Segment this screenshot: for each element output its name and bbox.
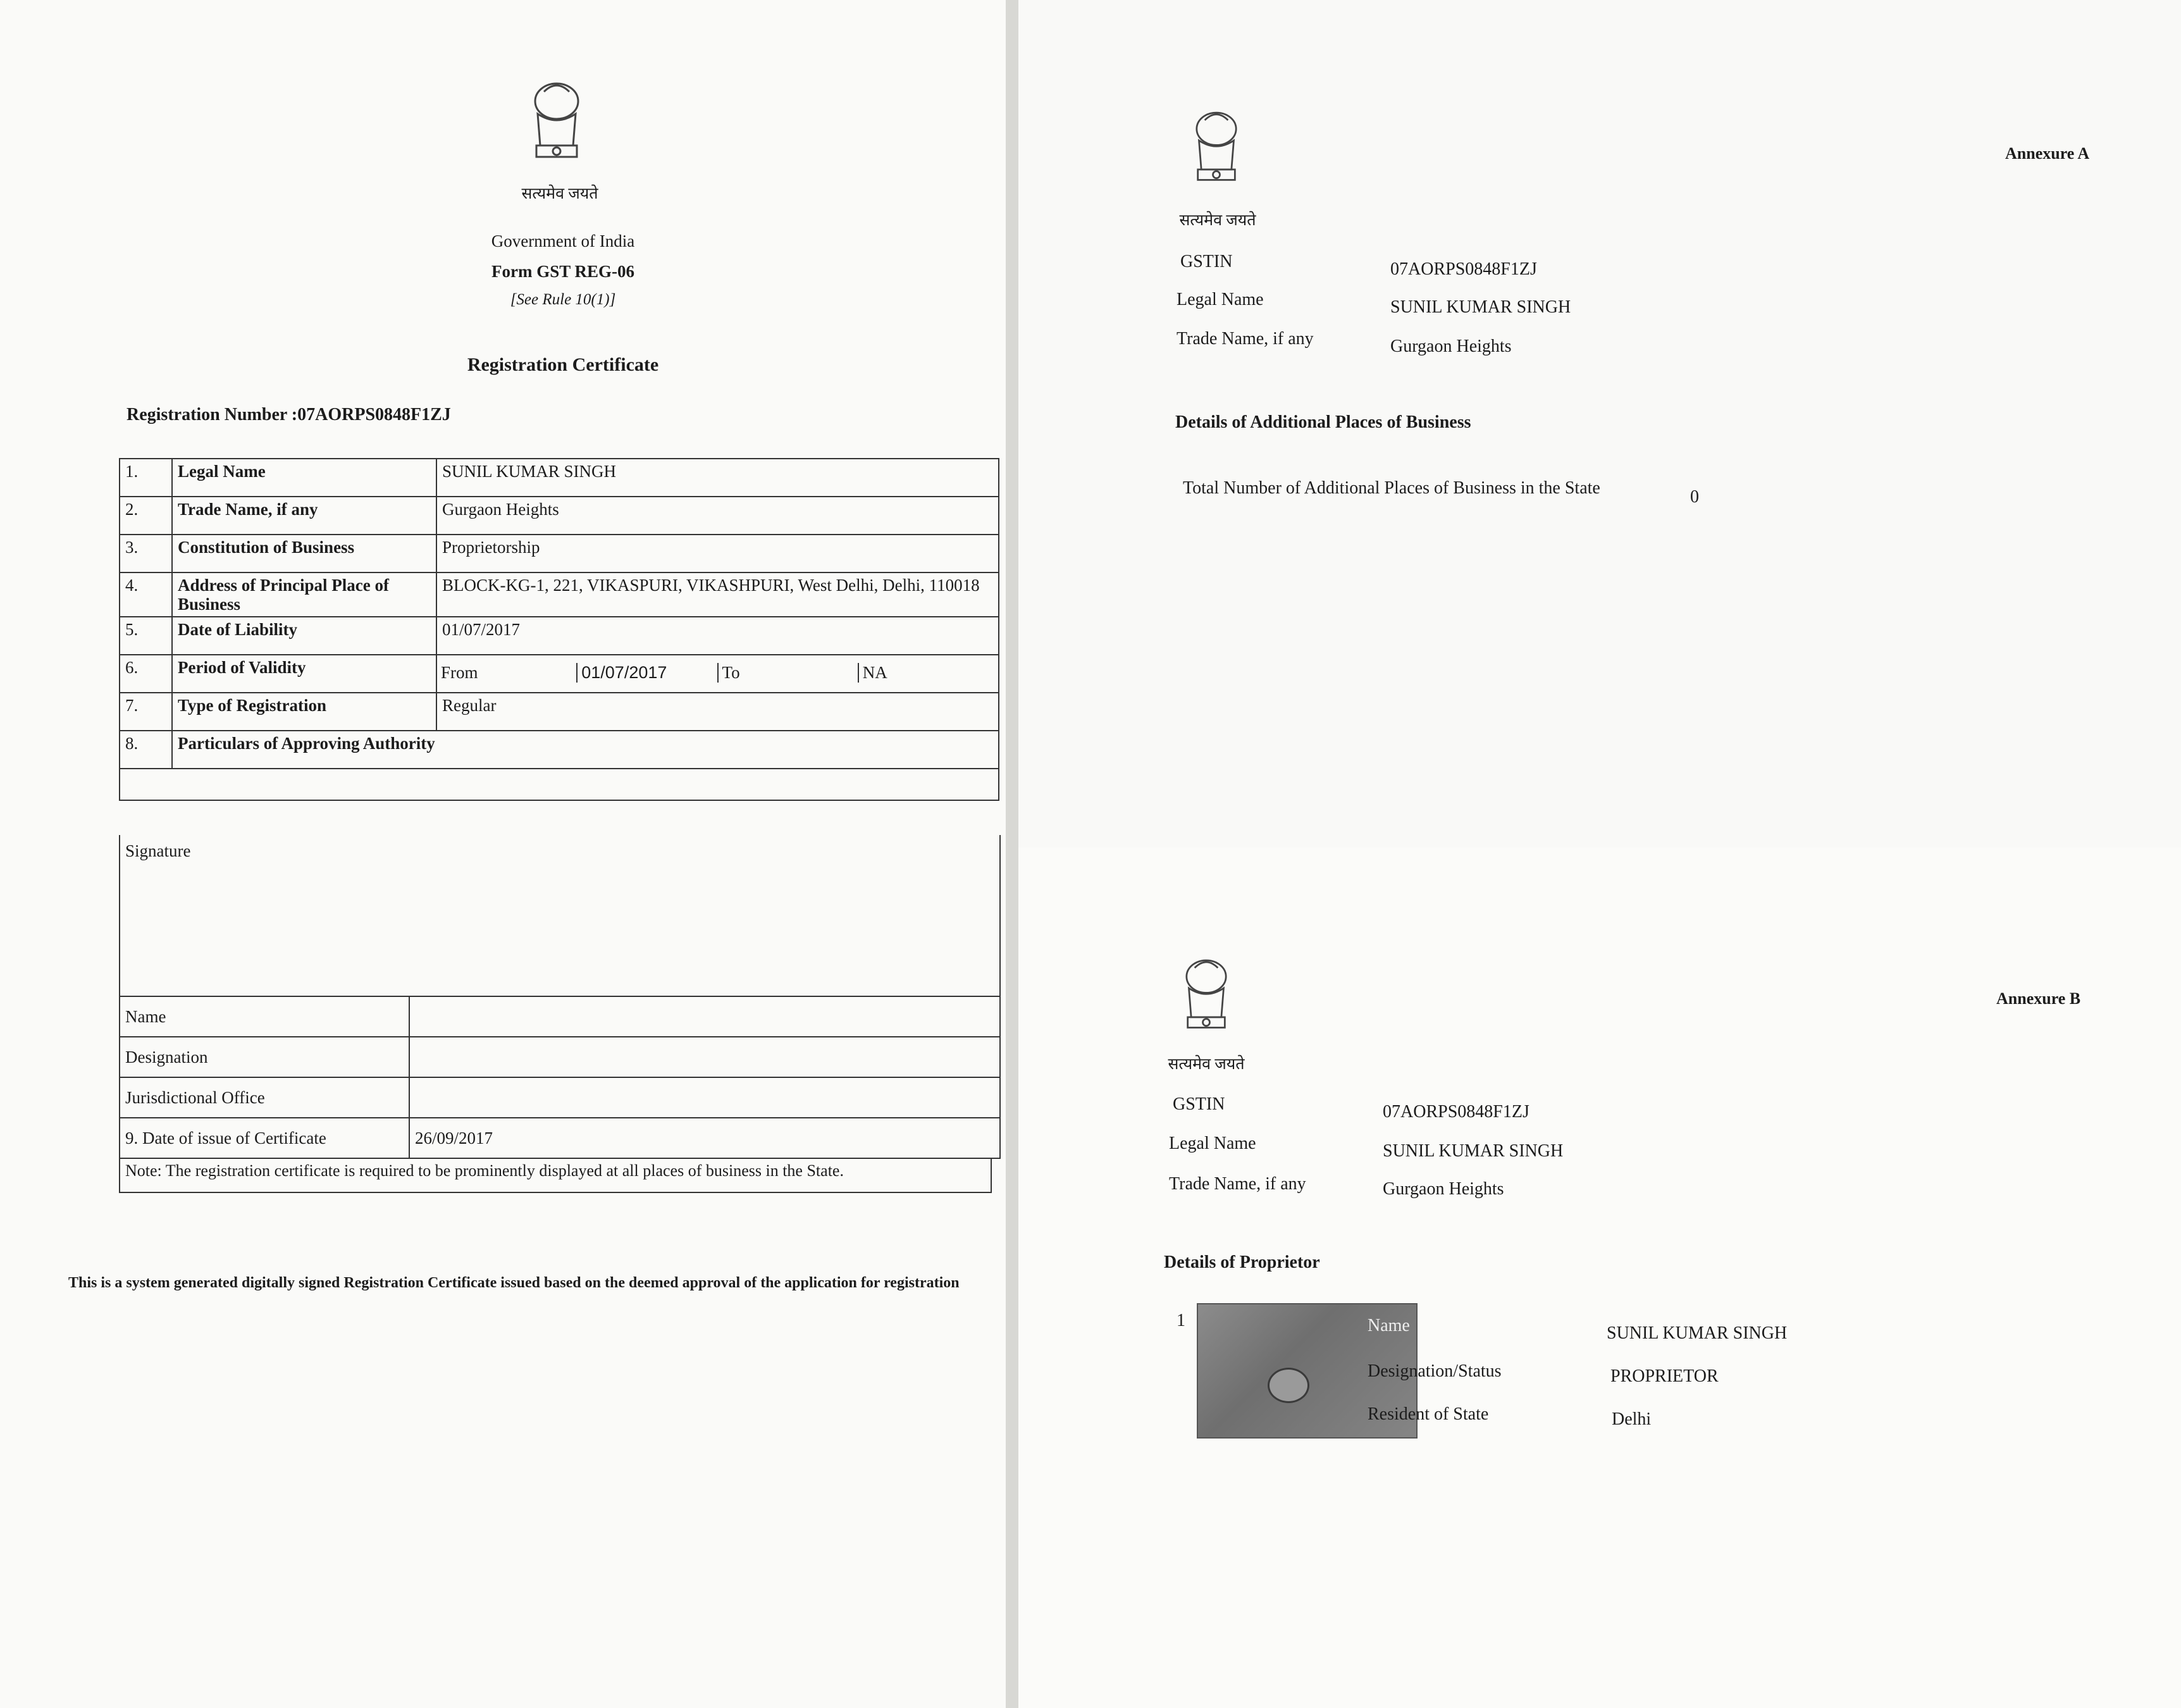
gstin-label: GSTIN xyxy=(1180,252,1233,271)
proprietor-index: 1 xyxy=(1177,1311,1185,1330)
row-value: BLOCK-KG-1, 221, VIKASPURI, VIKASHPURI, West Delhi, Delhi, 110018 xyxy=(436,572,999,617)
validity-from-value: 01/07/2017 xyxy=(578,663,718,683)
proprietor-state-value: Delhi xyxy=(1612,1409,1652,1429)
issuer-label: Designation xyxy=(120,1037,409,1077)
issuer-table xyxy=(119,996,1001,1159)
row-num: 7. xyxy=(120,693,172,731)
signature-label: Signature xyxy=(125,841,191,860)
row-label: Period of Validity xyxy=(172,655,436,693)
table-row-blank xyxy=(120,769,999,800)
row-value: Gurgaon Heights xyxy=(436,497,999,535)
table-row xyxy=(120,1037,1000,1077)
certificate-table xyxy=(119,458,999,801)
row-label: Constitution of Business xyxy=(172,535,436,572)
proprietor-state-label: Resident of State xyxy=(1368,1404,1489,1424)
row-num: 3. xyxy=(120,535,172,572)
table-row xyxy=(120,497,999,535)
validity-cell xyxy=(436,655,999,693)
proprietor-name-value: SUNIL KUMAR SINGH xyxy=(1607,1323,1788,1343)
issuer-value xyxy=(409,1037,1000,1077)
row-num: 2. xyxy=(120,497,172,535)
table-row xyxy=(120,459,999,497)
note: Note: The registration certificate is required to be prominently displayed at all places of business in the State. xyxy=(119,1159,992,1193)
annexure-b-title: Annexure B xyxy=(1996,989,2081,1008)
header-line1: Government of India xyxy=(491,232,635,251)
proprietor-title: Details of Proprietor xyxy=(1164,1253,1320,1272)
row-label: Legal Name xyxy=(172,459,436,497)
table-row xyxy=(120,693,999,731)
issuer-value xyxy=(409,1077,1000,1118)
table-row xyxy=(120,617,999,655)
additional-places-title: Details of Additional Places of Business xyxy=(1175,412,1471,432)
issuer-label: Jurisdictional Office xyxy=(120,1077,409,1118)
emblem-icon xyxy=(519,76,595,183)
issuer-label: 9. Date of issue of Certificate xyxy=(120,1118,409,1158)
row-num: 6. xyxy=(120,655,172,693)
header-form: Form GST REG-06 xyxy=(491,262,634,281)
footer-note: This is a system generated digitally signed Registration Certificate issued based on the deemed approval of the application for registration xyxy=(68,1275,960,1291)
signature-box xyxy=(119,835,1001,997)
emblem-motto: सत्यमेव जयते xyxy=(1168,1056,1245,1073)
row-num: 8. xyxy=(120,731,172,769)
row-label: Particulars of Approving Authority xyxy=(172,731,999,769)
emblem-motto: सत्यमेव जयते xyxy=(1179,212,1256,229)
annexure-a-title: Annexure A xyxy=(2005,144,2090,163)
proprietor-designation-value: PROPRIETOR xyxy=(1610,1366,1719,1386)
header-rule: [See Rule 10(1)] xyxy=(510,291,616,308)
total-places-value: 0 xyxy=(1690,487,1699,507)
trade-name-label: Trade Name, if any xyxy=(1177,329,1314,349)
issuer-value: 26/09/2017 xyxy=(409,1118,1000,1158)
legal-name-label: Legal Name xyxy=(1177,290,1264,309)
issuer-value xyxy=(409,996,1000,1037)
certificate-title: Registration Certificate xyxy=(467,354,659,375)
row-label: Type of Registration xyxy=(172,693,436,731)
proprietor-designation-label: Designation/Status xyxy=(1368,1361,1502,1381)
registration-number: Registration Number :07AORPS0848F1ZJ xyxy=(127,405,451,424)
table-row xyxy=(120,996,1000,1037)
table-row xyxy=(120,1077,1000,1118)
thumbprint-icon xyxy=(1268,1368,1309,1403)
legal-name-value: SUNIL KUMAR SINGH xyxy=(1390,297,1571,317)
page-gap xyxy=(1006,0,1018,1708)
row-value: Regular xyxy=(436,693,999,731)
row-num: 1. xyxy=(120,459,172,497)
emblem-motto: सत्यमेव जयते xyxy=(521,185,598,202)
total-places-label: Total Number of Additional Places of Business in the State xyxy=(1183,478,1600,498)
validity-to-label: To xyxy=(719,663,859,683)
emblem-icon xyxy=(1171,949,1241,1056)
row-num: 4. xyxy=(120,572,172,617)
row-value: 01/07/2017 xyxy=(436,617,999,655)
trade-name-label: Trade Name, if any xyxy=(1169,1174,1306,1194)
table-row xyxy=(120,535,999,572)
row-value: Proprietorship xyxy=(436,535,999,572)
validity-from-label: From xyxy=(437,663,578,683)
row-label: Date of Liability xyxy=(172,617,436,655)
trade-name-value: Gurgaon Heights xyxy=(1390,337,1512,356)
gstin-value: 07AORPS0848F1ZJ xyxy=(1390,259,1537,279)
row-label: Trade Name, if any xyxy=(172,497,436,535)
row-num: 5. xyxy=(120,617,172,655)
gstin-label: GSTIN xyxy=(1173,1094,1225,1114)
trade-name-value: Gurgaon Heights xyxy=(1383,1179,1504,1199)
emblem-icon xyxy=(1182,101,1251,209)
table-row xyxy=(120,731,999,769)
table-row xyxy=(120,1118,1000,1158)
validity-to-value: NA xyxy=(862,662,887,682)
legal-name-label: Legal Name xyxy=(1169,1134,1256,1153)
table-row xyxy=(120,572,999,617)
issuer-label: Name xyxy=(120,996,409,1037)
row-label: Address of Principal Place of Business xyxy=(172,572,436,617)
legal-name-value: SUNIL KUMAR SINGH xyxy=(1383,1141,1564,1161)
table-row xyxy=(120,655,999,693)
proprietor-name-label: Name xyxy=(1368,1316,1410,1335)
gstin-value: 07AORPS0848F1ZJ xyxy=(1383,1102,1529,1122)
row-value: SUNIL KUMAR SINGH xyxy=(436,459,999,497)
